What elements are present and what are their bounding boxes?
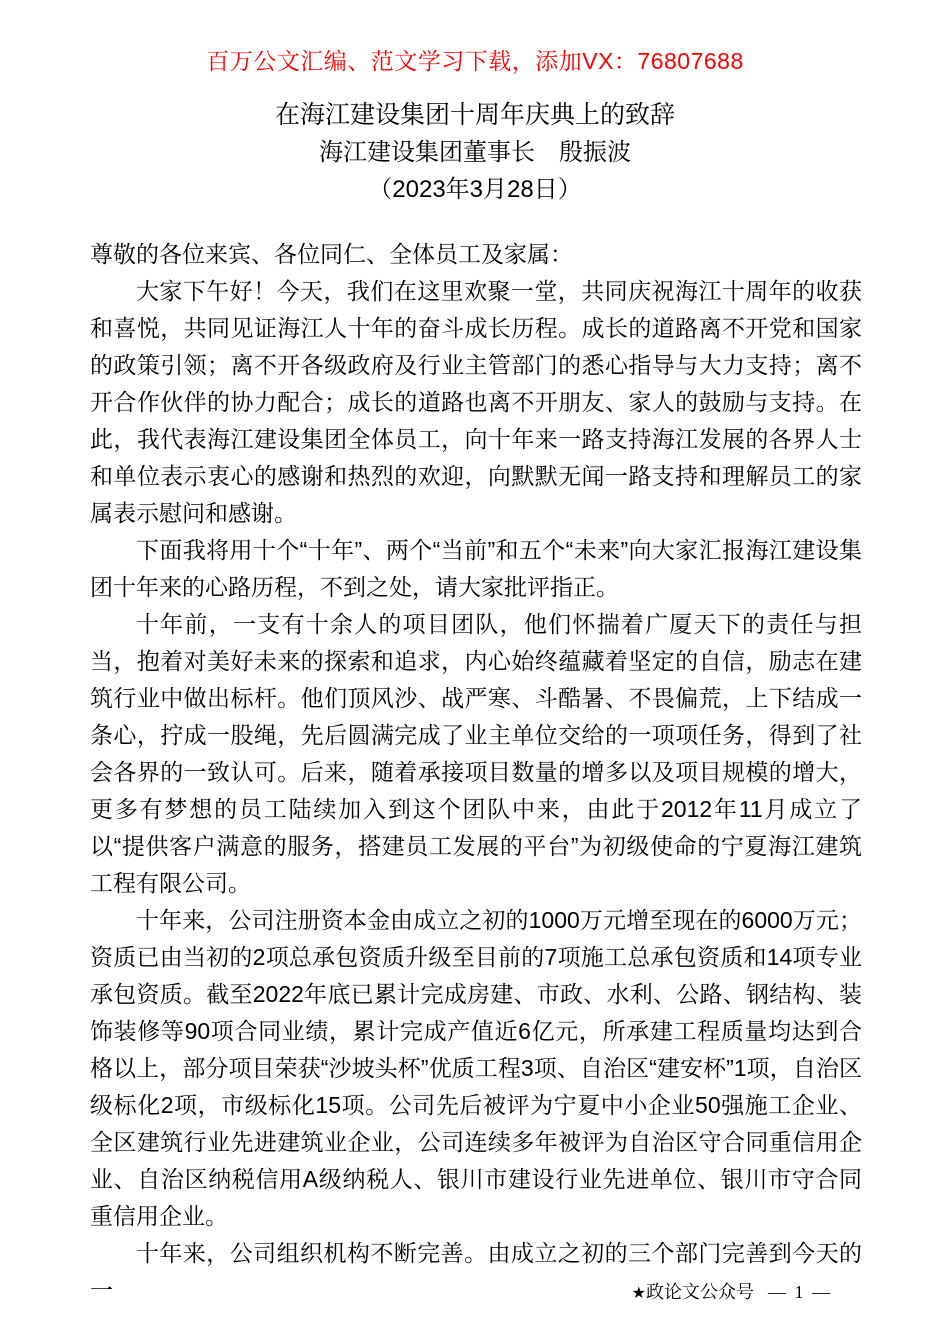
watermark-notice: 百万公文汇编、范文学习下载，添加VX：76807688 — [206, 48, 744, 74]
body-paragraph: 十年前，一支有十余人的项目团队，他们怀揣着广厦天下的责任与担当，抱着对美好未来的探索和追求，内心始终蕴藏着坚定的自信，励志在建筑行业中做出标杆。他们顶风沙、战严寒、斗酷暑、不畏偏荒，上下结成一条心，拧成一股绳，先后圆满完成了业主单位交给的一项项任务，得到了社会各界的一致认可。后来，随着承接项目数量的增多以及项目规模的增大，更多有梦想的员工陆续加入到这个团队中来，由此于2012年11月成立了以“提供客户满意的服务，搭建员工发展的平台”为初级使命的宁夏海江建筑工程有限公司。 — [90, 611, 862, 896]
footer-source-label: 政论文公众号 — [646, 1282, 754, 1302]
body-paragraph: 十年来，公司注册资本金由成立之初的1000万元增至现在的6000万元；资质已由当初的2项总承包资质升级至目前的7项施工总承包资质和14项专业承包资质。截至2022年底已累计完成房建、市政、水利、公路、钢结构、装饰装修等90项合同业绩，累计完成产值近6亿元，所承建工程质量均达到合格以上，部分项目荣获“沙坡头杯”优质工程3项、自治区“建安杯”1项，自治区级标化2项，市级标化15项。公司先后被评为宁夏中小企业50强施工企业、全区建筑行业先进建筑业企业，公司连续多年被评为自治区守合同重信用企业、自治区纳税信用A级纳税人、银川市建设行业先进单位、银川市守合同重信用企业。 — [90, 907, 862, 1229]
date-line: （2023年3月28日） — [368, 176, 582, 203]
author-line: 海江建设集团董事长 殷振波 — [319, 139, 631, 166]
document-body — [90, 236, 862, 1309]
body-paragraph: 下面我将用十个“十年”、两个“当前”和五个“未来”向大家汇报海江建设集团十年来的心路历程，不到之处，请大家批评指正。 — [90, 537, 862, 600]
salutation: 尊敬的各位来宾、各位同仁、全体员工及家属： — [90, 241, 573, 267]
page-number: — 1 — — [768, 1282, 832, 1302]
page-footer — [632, 1280, 832, 1306]
body-paragraph: 大家下午好！今天，我们在这里欢聚一堂，共同庆祝海江十周年的收获和喜悦，共同见证海江人十年的奋斗成长历程。成长的道路离不开党和国家的政策引领；离不开各级政府及行业主管部门的悉心指导与大力支持；离不开合作伙伴的协力配合；成长的道路也离不开朋友、家人的鼓励与支持。在此，我代表海江建设集团全体员工，向十年来一路支持海江发展的各界人士和单位表示衷心的感谢和热烈的欢迎，向默默无闻一路支持和理解员工的家属表示慰问和感谢。 — [90, 278, 862, 526]
star-icon: ★ — [631, 1285, 646, 1302]
body-paragraph: 十年来，公司组织机构不断完善。由成立之初的三个部门完善到今天的一 — [90, 1240, 862, 1303]
document-header — [0, 97, 950, 208]
page-title: 在海江建设集团十周年庆典上的致辞 — [274, 101, 675, 129]
